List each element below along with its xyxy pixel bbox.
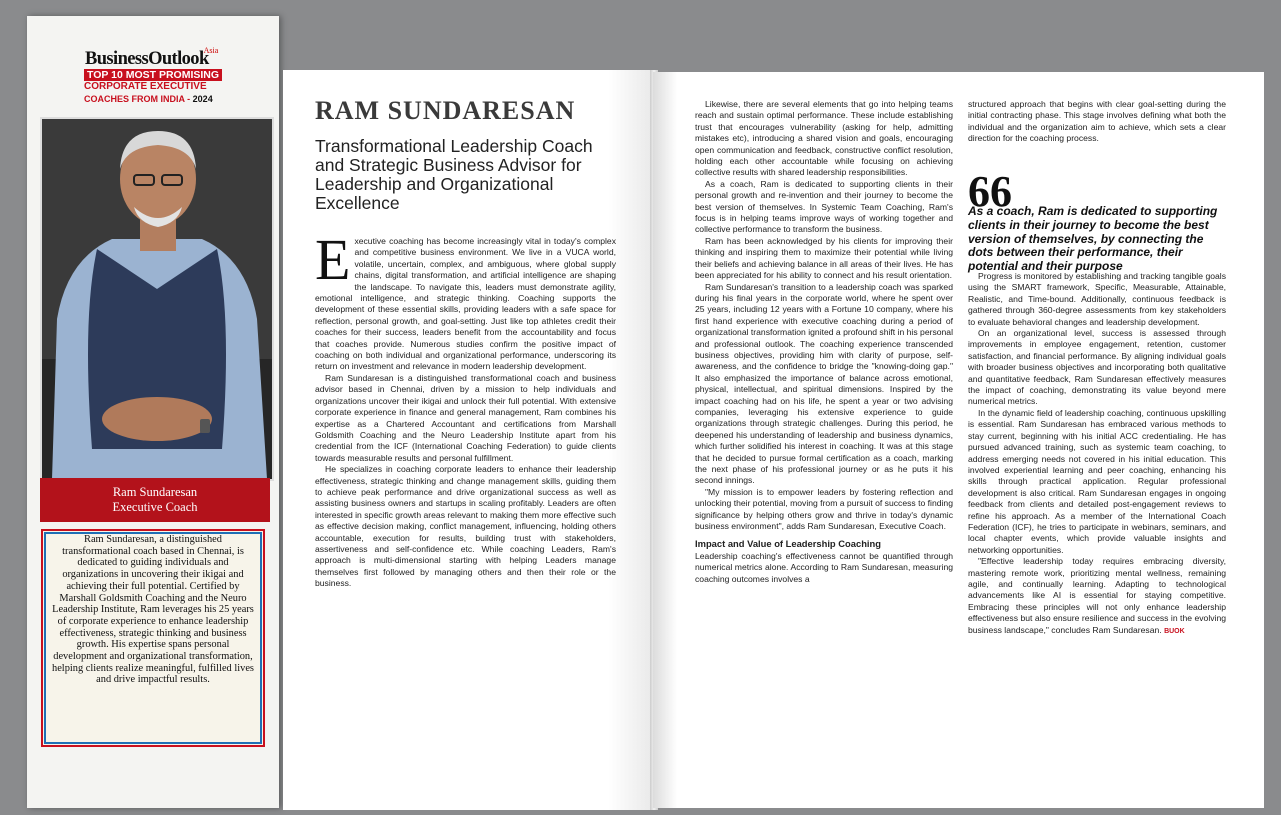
- bio-box: Ram Sundaresan, a distinguished transformational coach based in Chennai, is dedicated to guiding individuals and organizations in uncovering their ikigai and achieving their full potential. Certified by Marshall Goldsmith Coaching and the Neuro Leadership Institute, Ram leverages his 25 years of corporate experience to enhance leadership effectiveness, strategic thinking and business growth. His expertise spans personal development and organizational transformation, helping clients realize meaningful, fulfilled lives and drive impactful results.: [41, 529, 265, 747]
- paragraph-8: "My mission is to empower leaders by fostering reflection and unlocking their potential, moving from a pursuit of success to finding significance by helping others grow and thrive in today's dynamic business environment", adds Ram Sundaresan, Executive Coach.: [695, 486, 953, 532]
- paragraph-5: As a coach, Ram is dedicated to supporting clients in their personal growth and re-invention and their journey to become the best version of themselves. In Systemic Team Coaching, Ram's focus is in helping teams improve ways of working together and collective performance to transform the business.: [695, 178, 953, 235]
- end-mark: BUOK: [1164, 627, 1185, 635]
- pull-quote: As a coach, Ram is dedicated to supporting clients in their journey to become the best version of themselves, by connecting the dots between their performance, their potential and their purpose: [968, 204, 1218, 274]
- paragraph-14: [968, 556, 1226, 637]
- caption-title: Executive Coach: [112, 500, 198, 514]
- paragraph-11: Progress is monitored by establishing and tracking tangible goals using the SMART framework, Specific, Measurable, Attainable, Realistic, and Time-bound. Additionally, continuous feedback is gathered through 360-degree assessments from key stakeholders to evaluate behavioral changes and leadership development.: [968, 271, 1226, 327]
- column-1: [315, 227, 616, 590]
- paragraph-6: Ram has been acknowledged by his clients for improving their thinking and inspiring them to maximize their potential while living their beliefs and achieving balance in all areas of their lives. He has been appreciated for his ability to connect and his result orientation.: [695, 235, 953, 281]
- badge-line-3: [84, 93, 213, 105]
- article-subtitle: Transformational Leadership Coach and Strategic Business Advisor for Leadership and Organizational Excellence: [315, 136, 593, 213]
- badge-line-2: CORPORATE EXECUTIVE: [84, 81, 207, 92]
- article-name-heading: RAM SUNDARESAN: [315, 96, 576, 125]
- badge-line-1: TOP 10 MOST PROMISING: [84, 69, 222, 81]
- paragraph-4: Likewise, there are several elements that go into helping teams reach and sustain optimal performance. These include establishing trust that encourages vulnerability (asking for help, admitting mistakes etc), introducing a shared vision and goals, encouraging open communication and feedback, constructive conflict resolution, holding each other accountable while focusing on achieving collective results with shared leadership responsibilities.: [695, 99, 953, 178]
- column-3-bottom: [968, 271, 1226, 637]
- paragraph-14-text: "Effective leadership today requires embracing diversity, mastering remote work, prioritizing mental wellness, remaining agile, and continually learning. Adapting to technological advancements like AI is essential for staying competitive. Embracing these principles will not only enhance leadership effectiveness but also ensure resilience and success in the evolving business landscape," concludes Ram Sundaresan.: [968, 556, 1226, 635]
- paragraph-13: In the dynamic field of leadership coaching, continuous upskilling is essential. Ram Sundaresan has embraced various methods to stay current, beginning with his initial ACC credentialing. He has pursued advanced training, such as systemic team coaching, to address emerging needs not covered in his initial education. This involved experiential learning and peer coaching, enhancing his skills through practical application. Regular professional development is also critical. Ram Sundaresan engages in ongoing feedback from clients and detailed post-engagement reviews to refine his approach. As a member of the International Coach Federation (ICF), he tries to participate in webinars, seminars, and local chapter events, which provide valuable insights and networking opportunities.: [968, 407, 1226, 555]
- badge-line-3-text: COACHES FROM INDIA -: [84, 94, 193, 104]
- quote-mark-icon: 66: [968, 167, 1012, 216]
- caption-name: Ram Sundaresan: [112, 485, 198, 499]
- badge-year: 2024: [192, 94, 213, 104]
- paragraph-12: On an organizational level, success is assessed through improvements in employee engagement, retention, customer satisfaction, and financial performance. By aligning individual goals with broader business objectives and incorporating both qualitative and quantitative feedback, Ram Sundaresan effectively measures the impact of coaching, demonstrating its value beyond mere numerical metrics.: [968, 328, 1226, 407]
- paragraph-7: Ram Sundaresan's transition to a leadership coach was sparked during his final years in the corporate world, where he spent over 25 years, including 12 years with a Fortune 10 company, where his first hand experience with executive coaching during a period of organizational transformation ignited a profound shift in his personal and professional outlook. The coaching experience transcended business objectives, providing him with clarity of purpose, self-awareness, and the confidence to bridge the "knowing-doing gap." It also emphasized the importance of balance across emotional, physical, intellectual, and spiritual dimensions. Inspired by the impact coaching had on his life, he spent a year or two advising companies, leveraging his extensive experience to guide organizations through strategic challenges. During this period, he deepened his understanding of leadership and business dynamics, which further solidified his interest in coaching. It was at this stage that he decided to pursue formal certification as a coach, marking the next phase of his professional journey or as he puts it his second innings.: [695, 281, 953, 486]
- paragraph-10: structured approach that begins with clear goal-setting during the initial contracting phase. This stage involves defining what both the individual and the organization aim to achieve, which sets a clear direction for the coaching process.: [968, 99, 1226, 144]
- section-heading: Impact and Value of Leadership Coaching: [695, 538, 881, 550]
- photo-caption: [40, 478, 270, 522]
- paragraph-1-text: xecutive coaching has become increasingly vital in today's complex and competitive business environment. We live in a VUCA world, volatile, uncertain, complex, and ambiguous, where global supply chains, digital transformation, and artificial intelligence are shaping the landscape. To navigate this, leaders must demonstrate agility, emotional intelligence, and strategic thinking. Coaching supports the development of these essential skills, providing leaders with a safe space for reflection, personal growth, and goal-setting. Just like top athletes credit their coaches for their success, leaders benefit from the accountability and focus that coaches provide. Numerous studies confirm the positive impact of coaching on both individual and organizational performance, underscoring its return on investment and relevance in modern leadership development.: [315, 236, 616, 372]
- cover-page: [27, 16, 279, 808]
- paragraph-9: Leadership coaching's effectiveness cannot be quantified through numerical metrics alone. According to Ram Sundaresan, measuring coaching outcomes involves a: [695, 550, 953, 584]
- column-3-top: [968, 99, 1226, 145]
- drop-cap: E: [315, 227, 351, 292]
- paragraph-3: He specializes in coaching corporate leaders to enhance their leadership effectiveness, strategic thinking and change management skills, guiding them to achieve peak performance and drive organizational success as well as assisting business owners and startups in scaling profitably. Leaders are often interested in specific growth areas relevant to making them more effective such as effective decision making, conflict management, influencing, holding others accountable, execution for results, building trust with stakeholders, assertiveness and self-confidence etc. While coaching Leaders, Ram's approach is multi-dimensional starting with helping Leaders manage themselves first followed by managing others and then their role or the business.: [315, 464, 616, 589]
- logo-business-outlook: BusinessOutlook: [85, 49, 209, 69]
- portrait-photo: [40, 117, 274, 481]
- paragraph-2: Ram Sundaresan is a distinguished transformational coach and business advisor based in Chennai, driven by a mission to help individuals and organizations uncover their ikigai and unlock their full potential. With extensive corporate experience in finance and general management, Ram combines his expertise as a Chartered Accountant and certifications from Marshall Goldsmith Coaching and the Neuro Leadership Institute apart from his credential from the ICF (International Coaching Federation) to guide clients towards measurable results and personal fulfillment.: [315, 372, 616, 463]
- logo-asia: Asia: [203, 46, 219, 55]
- paragraph-1: [315, 227, 616, 373]
- portrait-illustration: [42, 119, 272, 479]
- column-2: [695, 99, 953, 585]
